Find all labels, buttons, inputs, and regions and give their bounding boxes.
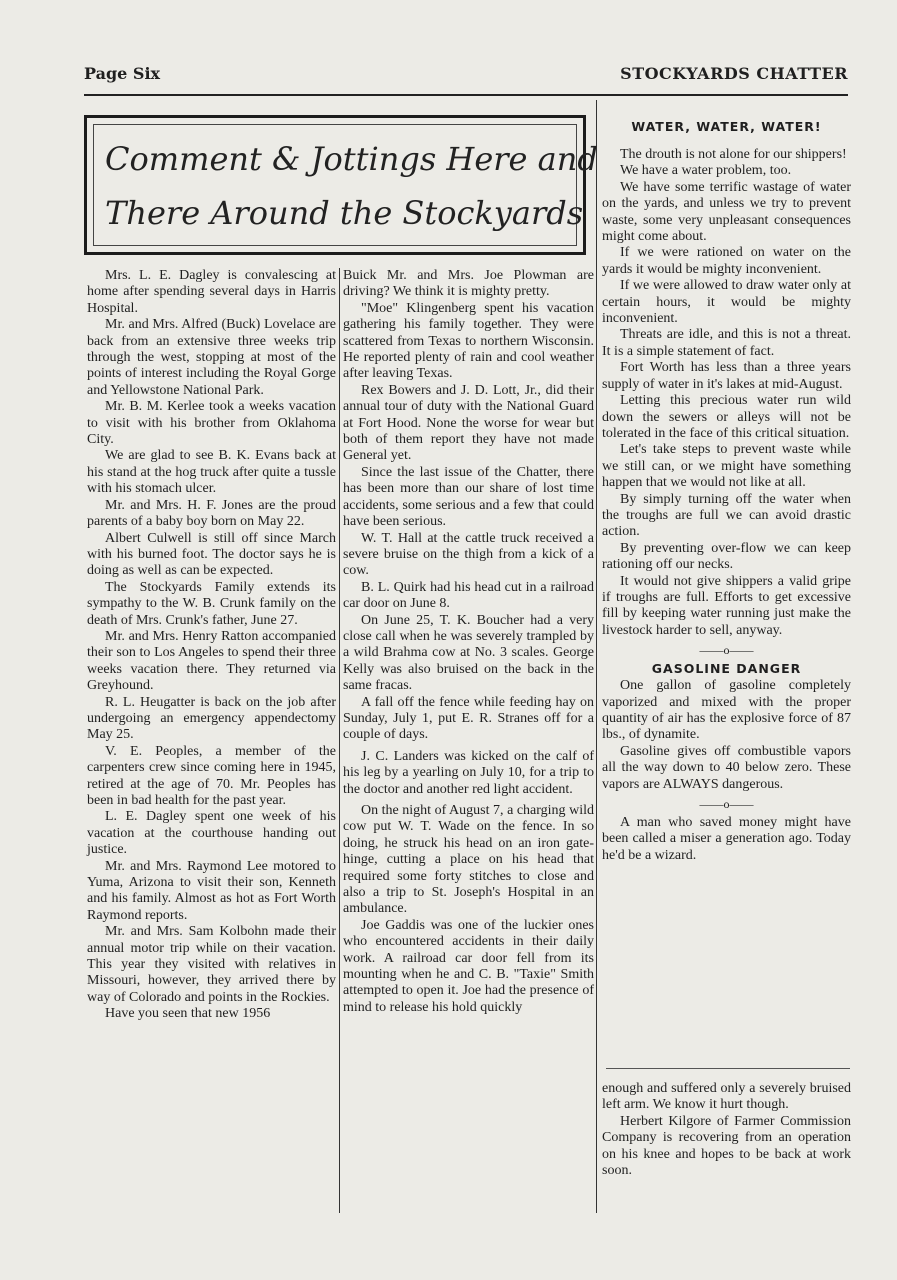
- news-item: Joe Gaddis was one of the luckier ones who encountered accidents in their daily work. A railroad car door fell from its mounting when he and C. B. "Taxie" Smith attempted to open it. Joe had the presence of mind to release his hold quickly: [343, 917, 594, 1015]
- water-paragraph: By preventing over-flow we can keep rationing off our necks.: [602, 540, 851, 573]
- news-item: Mr. and Mrs. Alfred (Buck) Lovelace are back from an extensive three weeks trip through the west, stopping at most of the points of interest including the Royal Gorge and Yellowstone National Park.: [87, 317, 336, 398]
- miser-paragraph: A man who saved money might have been called a miser a generation ago. Today he'd be a wizard.: [602, 815, 851, 863]
- news-item: We are glad to see B. K. Evans back at his stand at the hog truck after quite a tussle with his stomach ulcer.: [87, 448, 336, 497]
- ornament-divider: ——o——: [699, 797, 754, 812]
- water-paragraph: Threats are idle, and this is not a threat. It is a simple statement of fact.: [602, 327, 851, 359]
- column-1: [87, 268, 336, 1023]
- news-item: Mr. and Mrs. Henry Ratton accompanied their son to Los Angeles to spend their three weeks vacation there. They returned via Greyhound.: [87, 628, 336, 694]
- news-item: W. T. Hall at the cattle truck received a severe bruise on the thigh from a kick of a cow.: [343, 530, 594, 579]
- water-paragraph: If we were allowed to draw water only at certain hours, it would be mighty inconvenient.: [602, 278, 851, 327]
- news-item: R. L. Heugatter is back on the job after undergoing an emergency appendectomy May 25.: [87, 694, 336, 743]
- news-item: J. C. Landers was kicked on the calf of his leg by a yearling on July 10, for a trip to the doctor and another red light accident.: [343, 748, 594, 797]
- news-item: B. L. Quirk had his head cut in a railroad car door on June 8.: [343, 579, 594, 612]
- news-item: Mr. and Mrs. H. F. Jones are the proud parents of a baby boy born on May 22.: [87, 497, 336, 530]
- water-paragraph: The drouth is not alone for our shippers!: [620, 147, 847, 162]
- news-item: V. E. Peoples, a member of the carpenters crew since coming here in 1945, retired at the age of 70. Mr. Peoples has been in bad health for the past year.: [87, 743, 336, 808]
- column-2: [343, 268, 594, 1016]
- news-item: Mr. and Mrs. Sam Kolbohn made their annual motor trip while on their vacation. This year they visited with relatives in Missouri, however, they arrived there by way of Colorado and points in the Rockies.: [87, 924, 336, 1005]
- water-paragraph: Fort Worth has less than a three years supply of water in it's lakes at mid-August.: [602, 360, 851, 392]
- column-divider-1: [339, 268, 340, 1213]
- ornament-divider: ——o——: [699, 643, 754, 658]
- column-3-bottom: [602, 1081, 851, 1179]
- news-item: Herbert Kilgore of Farmer Commission Company is recovering from an operation on his knee and hopes to be back at work soon.: [602, 1113, 851, 1179]
- page-number: Page Six: [84, 64, 161, 83]
- gasoline-heading: GASOLINE DANGER: [651, 661, 802, 677]
- news-item: Mr. and Mrs. Raymond Lee motored to Yuma, Arizona to visit their son, Kenneth and his family. Almost as hot as Fort Worth Raymond reports.: [87, 858, 336, 923]
- news-item: Albert Culwell is still off since March with his burned foot. The doctor says he is doing as well as can be expected.: [87, 530, 336, 579]
- news-item: A fall off the fence while feeding hay on Sunday, July 1, put E. R. Stranes off for a couple of days.: [343, 694, 594, 743]
- water-paragraph: Letting this precious water run wild down the sewers or alleys will not be tolerated in the face of this critical situation.: [602, 393, 851, 441]
- water-paragraph: Let's take steps to prevent waste while we still can, or we might have something happen that we would not like at all.: [602, 442, 851, 491]
- gasoline-paragraph: One gallon of gasoline completely vaporized and mixed with the proper quantity of air has the explosive force of 87 lbs., of dynamite.: [602, 678, 851, 743]
- water-paragraph: By simply turning off the water when the troughs are full we can avoid drastic action.: [602, 491, 851, 540]
- news-item: L. E. Dagley spent one week of his vacation at the courthouse handing out justice.: [87, 809, 336, 858]
- news-item: Since the last issue of the Chatter, there has been more than our share of lost time accidents, some serious and a few that could have been serious.: [343, 464, 594, 530]
- news-item: Mr. B. M. Kerlee took a weeks vacation to visit with his brother from Oklahoma City.: [87, 399, 336, 448]
- news-item: On June 25, T. K. Boucher had a very close call when he was severely trampled by a wild Brahma cow at No. 3 scales. George Kelly was also bruised on the back in the same fracas.: [343, 612, 594, 694]
- news-item: enough and suffered only a severely bruised left arm. We know it hurt though.: [602, 1081, 851, 1113]
- headline-line-1: Comment & Jottings Here and: [105, 140, 598, 178]
- header-rule: [84, 94, 848, 96]
- news-item: "Moe" Klingenberg spent his vacation gathering his family together. They were scattered from Texas to northern Wisconsin. He reported plenty of rain and cool weather after leaving Texas.: [343, 300, 594, 382]
- news-item: Buick Mr. and Mrs. Joe Plowman are driving? We think it is mighty pretty.: [343, 268, 594, 300]
- water-paragraph: We have a water problem, too.: [620, 163, 792, 179]
- news-item: On the night of August 7, a charging wild cow put W. T. Wade on the fence. In so doing, he struck his head on an iron gate-hinge, cutting a place on his head that required some forty stitches to close and also a trip to St. Joseph's Hospital in an ambulance.: [343, 803, 594, 917]
- publication-title: STOCKYARDS CHATTER: [620, 64, 848, 83]
- water-heading: WATER, WATER, WATER!: [631, 119, 822, 134]
- news-item: Have you seen that new 1956: [105, 1006, 271, 1022]
- news-item: Rex Bowers and J. D. Lott, Jr., did their annual tour of duty with the National Guard at Fort Hood. None the worse for wear but both of them report they have not made General yet.: [343, 382, 594, 464]
- headline-box: [84, 115, 598, 255]
- column-divider-2: [596, 100, 597, 1213]
- water-paragraph: We have some terrific wastage of water on the yards, and unless we try to prevent waste, some very unpleasant consequences might come about.: [602, 179, 851, 245]
- headline-line-2: There Around the Stockyards: [105, 194, 584, 232]
- gasoline-paragraph: Gasoline gives off combustible vapors all the way down to 40 below zero. These vapors are ALWAYS dangerous.: [602, 743, 851, 792]
- water-paragraph: It would not give shippers a valid gripe if troughs are full. Efforts to get excessive fill by keeping water running just make the livestock harder to sell, anyway.: [602, 573, 851, 638]
- news-item: The Stockyards Family extends its sympathy to the W. B. Crunk family on the death of Mrs. Crunk's father, June 27.: [87, 579, 336, 628]
- news-item: Mrs. L. E. Dagley is convalescing at home after spending several days in Harris Hospital.: [87, 268, 336, 316]
- water-paragraph: If we were rationed on water on the yards it would be mighty inconvenient.: [602, 245, 851, 277]
- column-3-top: [602, 147, 851, 864]
- column-3-rule: [606, 1068, 850, 1069]
